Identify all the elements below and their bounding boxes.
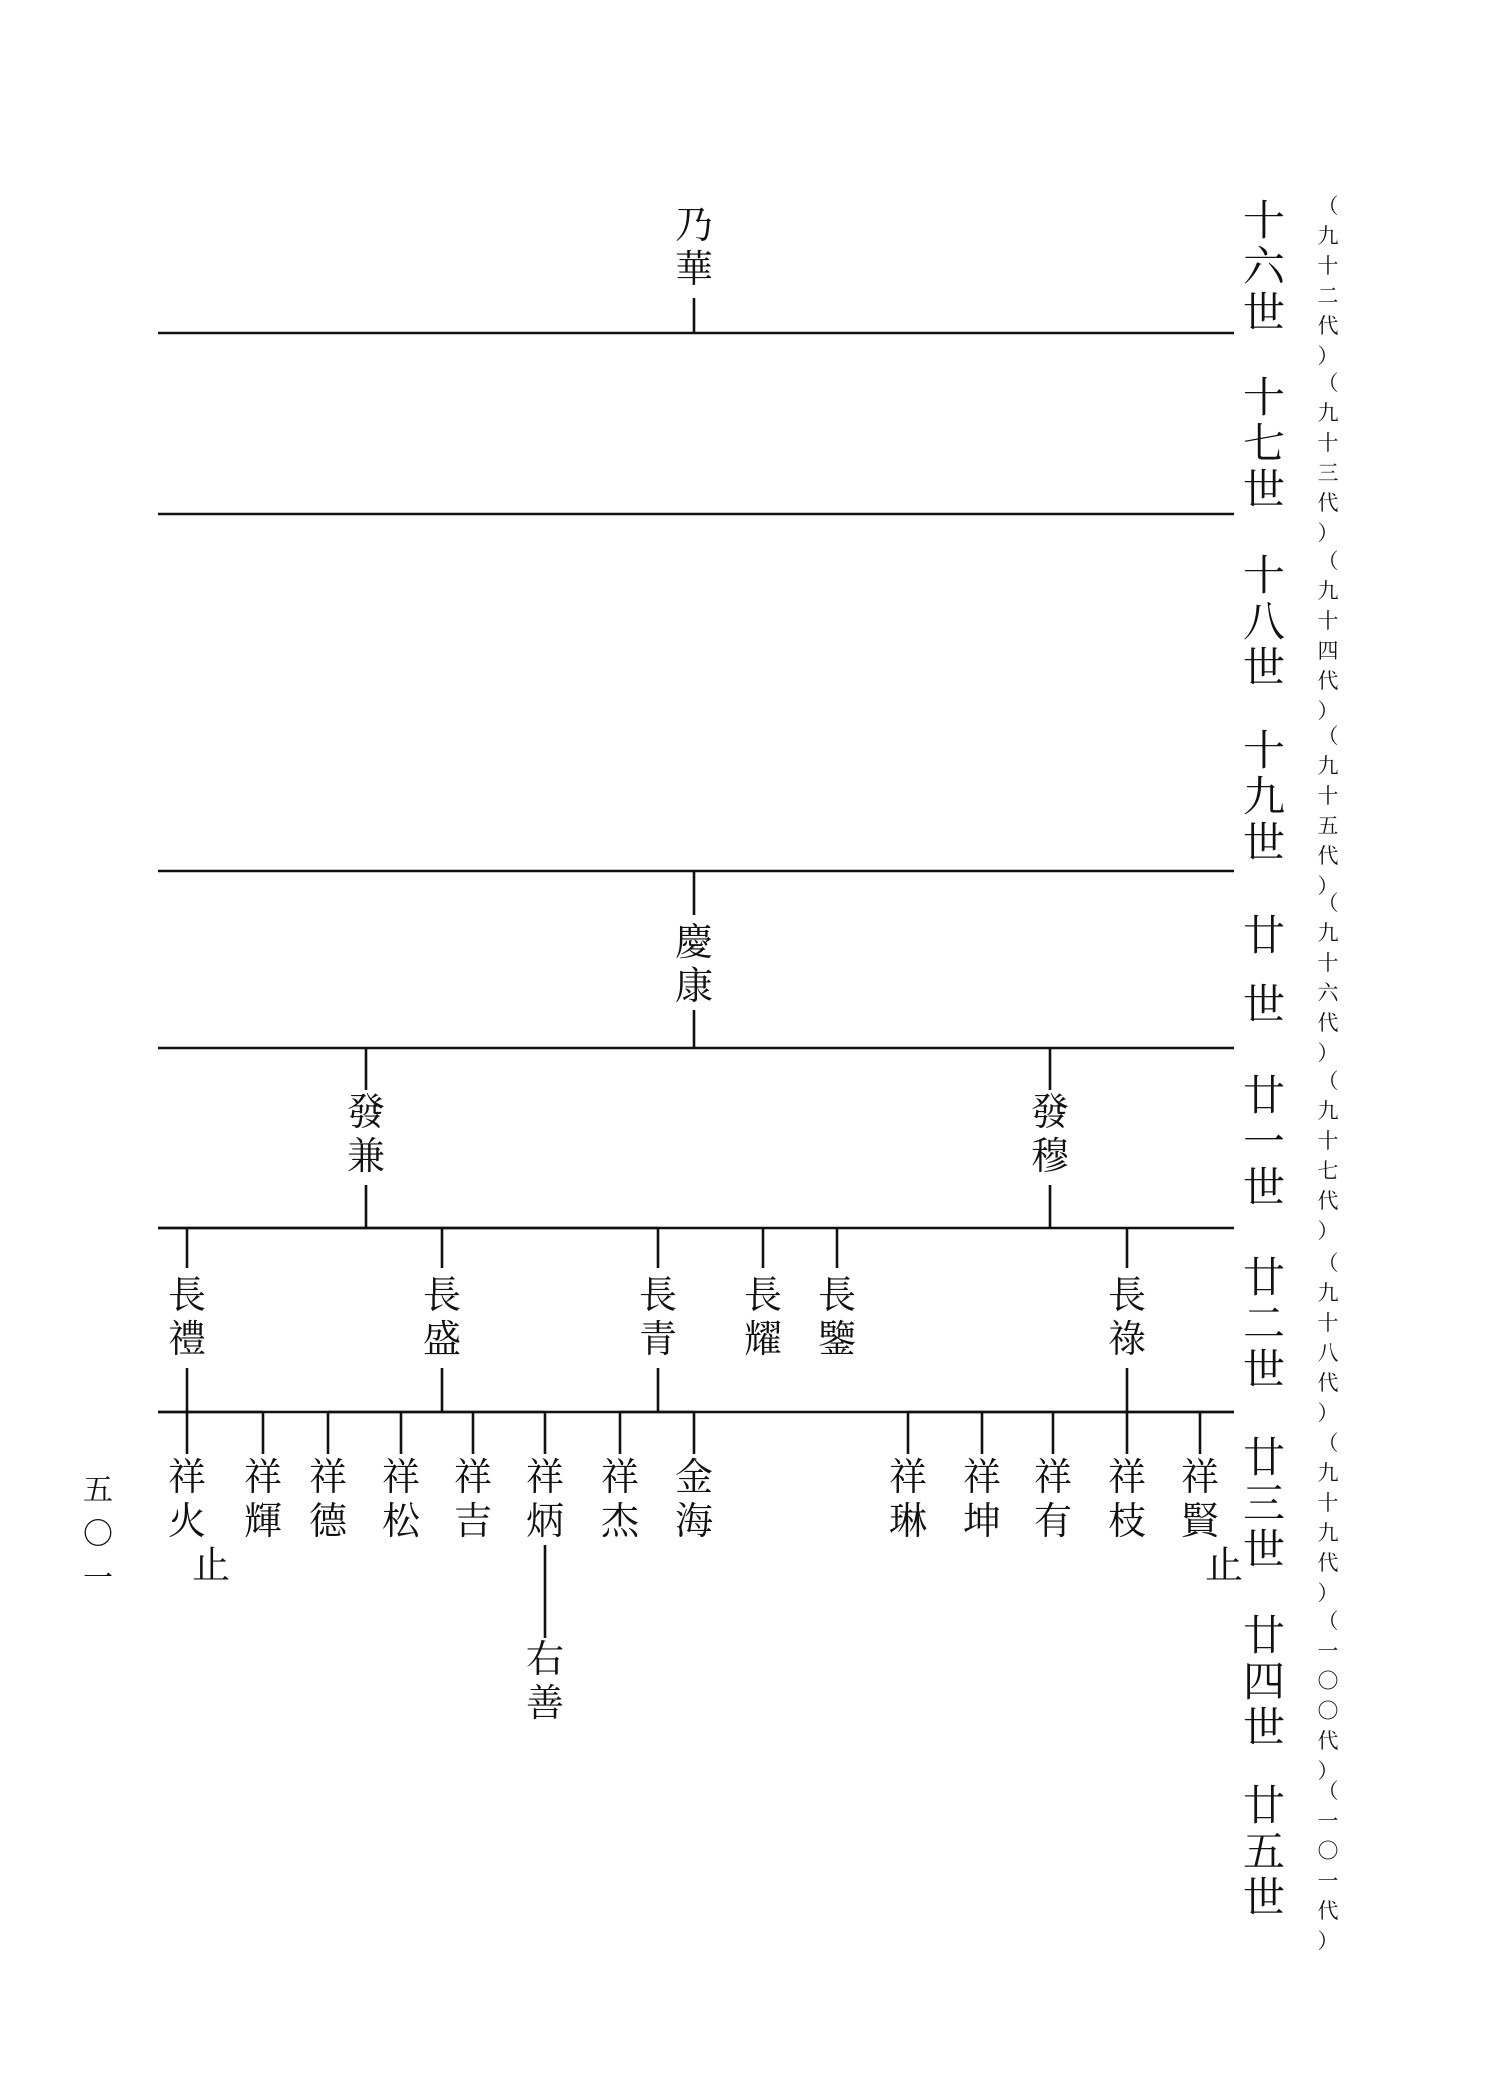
person-name-xiangbing: 祥炳: [525, 1455, 565, 1543]
generation-dai-g19: （九十五代）: [1317, 724, 1339, 898]
person-name-changjian: 長鑒: [817, 1273, 857, 1361]
generation-dai-g17: （九十三代）: [1317, 371, 1339, 545]
person-name-naihua: 乃華: [674, 203, 714, 291]
generation-label-g24: 廿四世: [1242, 1611, 1286, 1752]
person-name-fajian: 發兼: [346, 1090, 386, 1178]
person-name-changqing: 長青: [638, 1273, 678, 1361]
person-name-changsheng: 長盛: [422, 1273, 462, 1361]
generation-dai-g18: （九十四代）: [1317, 549, 1339, 723]
person-name-changli: 長禮: [167, 1273, 207, 1361]
person-name-xiangkun: 祥坤: [962, 1455, 1002, 1543]
person-name-xiangxian: 祥賢: [1180, 1455, 1220, 1543]
generation-dai-g16: （九十二代）: [1317, 194, 1339, 368]
person-name-famu: 發穆: [1030, 1090, 1070, 1178]
person-name-xiangde: 祥德: [308, 1455, 348, 1543]
person-name-jinhai: 金海: [674, 1455, 714, 1543]
person-name-xiangsong: 祥松: [381, 1455, 421, 1543]
person-name-xianglin: 祥琳: [888, 1455, 928, 1543]
generation-label-g18: 十八世: [1242, 551, 1286, 692]
person-name-xiangzhi: 祥枝: [1107, 1455, 1147, 1543]
page-number: 五〇一: [83, 1473, 113, 1596]
person-name-changlu: 長祿: [1107, 1273, 1147, 1361]
person-name-qingkang: 慶康: [674, 920, 714, 1008]
generation-label-g16: 十六世: [1242, 196, 1286, 337]
generation-dai-g25: （一〇一代）: [1317, 1779, 1339, 1953]
generation-dai-g24: （一〇〇代）: [1317, 1609, 1339, 1783]
generation-dai-g20: （九十六代）: [1317, 891, 1339, 1065]
chart-text: [83, 194, 1340, 1953]
person-name-changyao: 長耀: [743, 1273, 783, 1361]
generation-label-g20: 廿世: [1242, 911, 1286, 1029]
generation-label-g25: 廿五世: [1242, 1781, 1286, 1922]
generation-dai-g22: （九十八代）: [1317, 1251, 1339, 1425]
generation-label-g22: 廿二世: [1242, 1253, 1286, 1394]
generation-label-g17: 十七世: [1242, 373, 1286, 514]
person-name-xianghuo: 祥火: [167, 1455, 207, 1543]
person-name-xiangjie: 祥杰: [600, 1455, 640, 1543]
person-name-xiangyou: 祥有: [1033, 1455, 1073, 1543]
generation-label-g21: 廿一世: [1242, 1071, 1286, 1212]
person-name-xianghui: 祥輝: [243, 1455, 283, 1543]
end-mark-xiangxian: 止: [1204, 1543, 1244, 1587]
generation-label-g19: 十九世: [1242, 726, 1286, 867]
end-mark-xianghuo: 止: [191, 1543, 231, 1587]
generation-dai-g23: （九十九代）: [1317, 1431, 1339, 1605]
generation-dai-g21: （九十七代）: [1317, 1069, 1339, 1243]
generation-label-g23: 廿三世: [1242, 1433, 1286, 1574]
person-name-xiangji: 祥吉: [453, 1455, 493, 1543]
person-name-youshan: 右善: [525, 1637, 565, 1725]
